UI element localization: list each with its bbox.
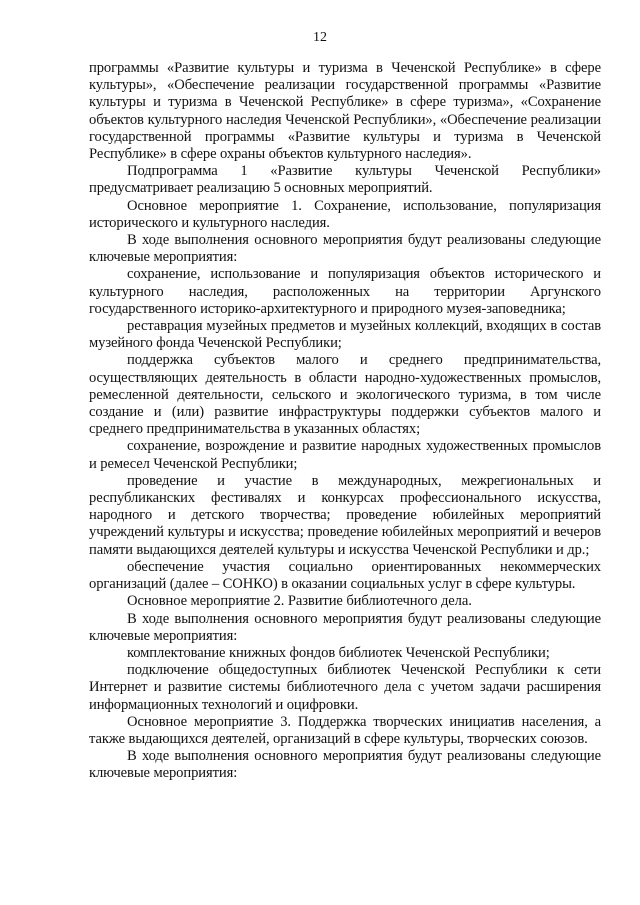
paragraph-15: Основное мероприятие 3. Поддержка творческих инициатив населения, а также выдающихся деятелей, организаций в сфере культуры, творческих союзов. — [89, 713, 601, 747]
paragraph-4: В ходе выполнения основного мероприятия будут реализованы следующие ключевые мероприятия: — [89, 232, 601, 266]
paragraph-13: комплектование книжных фондов библиотек Чеченской Республики; — [127, 644, 550, 661]
paragraph-11: Основное мероприятие 2. Развитие библиотечного дела. — [127, 593, 472, 610]
paragraph-8: сохранение, возрождение и развитие народных художественных промыслов и ремесел Чеченской Республики; — [89, 438, 601, 472]
paragraph-1: программы «Развитие культуры и туризма в Чеченской Республике» в сфере культуры», «Обеспечение реализации государственной программы «Развитие культуры и туризма в Чеченской Республике» в сфере туризма», «Сохранение объектов культурного наследия Чеченской Республики», «Обеспечение реализации государственной программы «Развитие культуры и туризма в Чеченской Республике» в сфере охраны объектов культурного наследия». — [89, 60, 601, 163]
paragraph-14: подключение общедоступных библиотек Чеченской Республики к сети Интернет и развитие системы библиотечного дела с учетом задачи расширения информационных технологий и оцифровки. — [89, 662, 601, 713]
paragraph-7: поддержка субъектов малого и среднего предпринимательства, осуществляющих деятельность в области народно-художественных промыслов, ремесленной деятельности, сельского и экологического туризма, в том числе создание и (или) развитие инфраструктуры поддержки субъектов малого и среднего предпринимательства в указанных областях; — [89, 352, 601, 438]
paragraph-6: реставрация музейных предметов и музейных коллекций, входящих в состав музейного фонда Чеченской Республики; — [89, 318, 601, 352]
document-body — [89, 60, 601, 783]
paragraph-5: сохранение, использование и популяризация объектов исторического и культурного наследия, расположенных на территории Аргунского государственного историко-архитектурного и природного музея-заповедника; — [89, 266, 601, 317]
paragraph-12: В ходе выполнения основного мероприятия будут реализованы следующие ключевые мероприятия: — [89, 610, 601, 644]
paragraph-2: Подпрограмма 1 «Развитие культуры Чеченской Республики» предусматривает реализацию 5 основных мероприятий. — [89, 163, 601, 197]
paragraph-3: Основное мероприятие 1. Сохранение, использование, популяризация исторического и культурного наследия. — [89, 197, 601, 231]
paragraph-16: В ходе выполнения основного мероприятия будут реализованы следующие ключевые мероприятия: — [89, 748, 601, 782]
paragraph-9: проведение и участие в международных, межрегиональных и республиканских фестивалях и конкурсах профессионального искусства, народного и детского творчества; проведение юбилейных мероприятий учреждений культуры и искусства; проведение юбилейных мероприятий и вечеров памяти выдающихся деятелей культуры и искусства Чеченской Республики и др.; — [89, 472, 601, 558]
page-number: 12 — [313, 30, 327, 45]
paragraph-10: обеспечение участия социально ориентированных некоммерческих организаций (далее – СОНКО) в оказании социальных услуг в сфере культуры. — [89, 558, 601, 593]
